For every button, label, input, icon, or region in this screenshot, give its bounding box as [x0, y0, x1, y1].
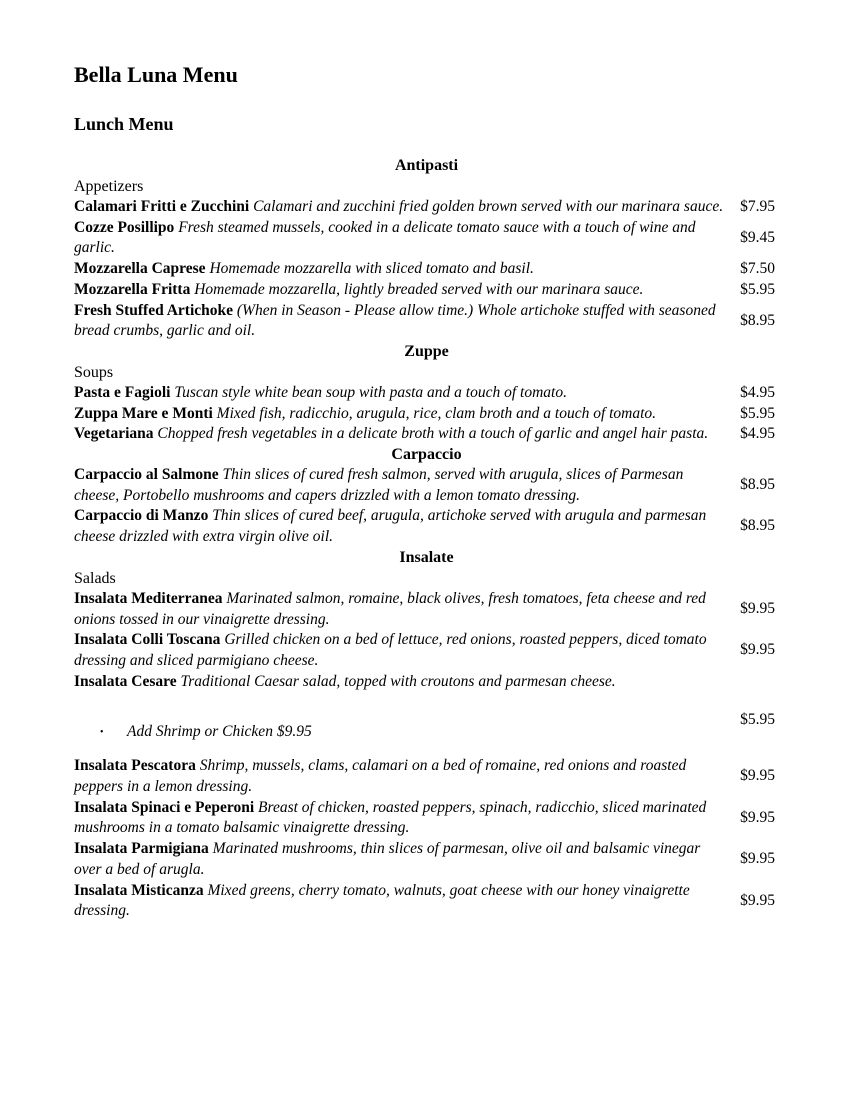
menu-item-description: Tuscan style white bean soup with pasta and a touch of tomato.	[174, 383, 567, 401]
menu-item-name: Insalata Mediterranea	[74, 589, 223, 607]
menu-item-text	[74, 839, 729, 880]
menu-item	[74, 839, 779, 880]
menu-section	[74, 445, 779, 548]
menu-item	[74, 301, 779, 342]
menu-section	[74, 156, 779, 342]
menu-item-name: Insalata Cesare	[74, 672, 177, 690]
menu-item-price: $4.95	[740, 425, 775, 443]
addon-text: Add Shrimp or Chicken $9.95	[127, 723, 312, 741]
menu-item-text	[74, 798, 729, 839]
menu-section	[74, 548, 779, 922]
menu-item	[74, 404, 779, 425]
menu-item-text	[74, 630, 729, 671]
menu-item	[74, 798, 779, 839]
menu-item-price: $5.95	[740, 404, 775, 422]
menu-item	[74, 672, 779, 693]
menu-item-price: $9.45	[740, 228, 775, 246]
bullet-icon: •	[100, 727, 104, 739]
menu-item-name: Insalata Pescatora	[74, 757, 196, 775]
menu-item-description: Breast of chicken, roasted peppers, spinach, radicchio, sliced marinated mushrooms in a tomato balsamic vinaigrette dressing.	[74, 798, 707, 837]
menu-item-text	[74, 424, 729, 445]
menu-item-text	[74, 197, 729, 218]
menu-item-price: $4.95	[740, 383, 775, 401]
menu-item-name: Insalata Colli Toscana	[74, 631, 221, 649]
menu-item-name: Insalata Spinaci e Peperoni	[74, 798, 255, 816]
menu-item-text	[74, 465, 729, 506]
menu-item-name: Calamari Fritti e Zucchini	[74, 198, 250, 215]
menu-item-description: Homemade mozzarella with sliced tomato and basil.	[209, 260, 534, 278]
menu-item-description: Traditional Caesar salad, topped with croutons and parmesan cheese.	[180, 672, 616, 690]
menu-item-name: Pasta e Fagioli	[74, 383, 171, 401]
menu-item-text	[74, 301, 729, 342]
menu-item-name: Mozzarella Fritta	[74, 280, 191, 298]
menu-item-text	[74, 589, 729, 630]
menu-item	[74, 881, 779, 922]
section-subtitle: Soups	[74, 363, 114, 381]
menu-item-price: $8.95	[740, 476, 775, 494]
menu-item-price: $8.95	[740, 517, 775, 535]
section-title: Insalate	[399, 548, 454, 566]
menu-item-text	[74, 506, 729, 547]
menu-item-name: Mozzarella Caprese	[74, 260, 206, 278]
menu-item-text	[74, 383, 729, 404]
menu-item-name: Zuppa Mare e Monti	[74, 404, 213, 422]
menu-item-text	[74, 259, 729, 280]
menu-item-text	[74, 672, 729, 693]
menu-item-text	[74, 404, 729, 425]
menu-item-price: $7.50	[740, 260, 775, 278]
menu-subtitle: Lunch Menu	[74, 114, 174, 134]
menu-item-description: Fresh steamed mussels, cooked in a delicate tomato sauce with a touch of wine and garlic.	[74, 218, 696, 257]
menu-item-name: Insalata Parmigiana	[74, 840, 209, 858]
menu-item	[74, 506, 779, 547]
menu-item	[74, 197, 779, 218]
menu-item-description: Calamari and zucchini fried golden brown served with our marinara sauce.	[253, 198, 724, 215]
menu-item-name: Carpaccio al Salmone	[74, 466, 219, 484]
menu-item	[74, 756, 779, 797]
menu-item-text	[74, 280, 729, 301]
section-subtitle: Appetizers	[74, 178, 144, 195]
menu-item	[74, 280, 779, 301]
menu-item-name: Carpaccio di Manzo	[74, 507, 209, 525]
menu-item	[74, 630, 779, 671]
menu-item-price: $5.95	[740, 280, 775, 298]
menu-item	[74, 259, 779, 280]
menu-sections	[74, 156, 779, 922]
menu-item	[74, 383, 779, 404]
section-title: Zuppe	[404, 342, 449, 360]
menu-item-price: $5.95	[740, 711, 775, 729]
menu-item-description: Mixed fish, radicchio, arugula, rice, clam broth and a touch of tomato.	[216, 404, 657, 422]
menu-item-description: Shrimp, mussels, clams, calamari on a bed of romaine, red onions and roasted peppers in a lemon dressing.	[74, 757, 687, 796]
menu-item-price: $7.95	[740, 198, 775, 215]
menu-title: Bella Luna Menu	[74, 62, 238, 87]
menu-item-description: Thin slices of cured beef, arugula, artichoke served with arugula and parmesan cheese drizzled with extra virgin olive oil.	[74, 507, 707, 546]
menu-item	[74, 424, 779, 445]
menu-item-name: Cozze Posillipo	[74, 218, 175, 236]
menu-item-price: $9.95	[740, 641, 775, 659]
section-title: Carpaccio	[391, 446, 462, 464]
menu-item-description: Chopped fresh vegetables in a delicate broth with a touch of garlic and angel hair pasta.	[157, 425, 709, 443]
section-subtitle: Salads	[74, 569, 116, 587]
menu-item	[74, 218, 779, 259]
menu-item-description: (When in Season - Please allow time.) Whole artichoke stuffed with seasoned bread crumbs, garlic and oil.	[74, 301, 716, 340]
menu-item-description: Homemade mozzarella, lightly breaded served with our marinara sauce.	[194, 280, 644, 298]
menu-item-price: $9.95	[740, 891, 775, 909]
menu-item	[74, 589, 779, 630]
menu-item	[74, 465, 779, 506]
addon-option	[100, 723, 312, 741]
menu-item-price: $9.95	[740, 808, 775, 826]
menu-item-name: Fresh Stuffed Artichoke	[74, 301, 234, 319]
menu-item-text	[74, 218, 729, 259]
menu-item-price: $8.95	[740, 311, 775, 329]
menu-item-text	[74, 756, 729, 797]
menu-item-price: $9.95	[740, 850, 775, 868]
menu-item-name: Insalata Misticanza	[74, 881, 204, 899]
menu-section	[74, 342, 779, 445]
menu-item-description: Grilled chicken on a bed of lettuce, red onions, roasted peppers, diced tomato dressing and sliced parmigiano cheese.	[74, 631, 707, 669]
menu-item-description: Mixed greens, cherry tomato, walnuts, goat cheese with our honey vinaigrette dressing.	[74, 881, 690, 920]
menu-item-description: Thin slices of cured fresh salmon, served with arugula, slices of Parmesan cheese, Portobello mushrooms and capers drizzled with a lemon tomato dressing.	[74, 466, 684, 504]
menu-item-price: $9.95	[740, 767, 775, 785]
menu-item-name: Vegetariana	[74, 425, 154, 443]
menu-item-description: Marinated mushrooms, thin slices of parmesan, olive oil and balsamic vinegar over a bed of arugla.	[74, 840, 701, 878]
menu-item-text	[74, 881, 729, 922]
menu-item-description: Marinated salmon, romaine, black olives, fresh tomatoes, feta cheese and red onions tossed in our vinaigrette dressing.	[74, 589, 706, 628]
addon-block	[74, 692, 779, 756]
menu-item-price: $9.95	[740, 599, 775, 617]
section-title: Antipasti	[394, 157, 459, 174]
